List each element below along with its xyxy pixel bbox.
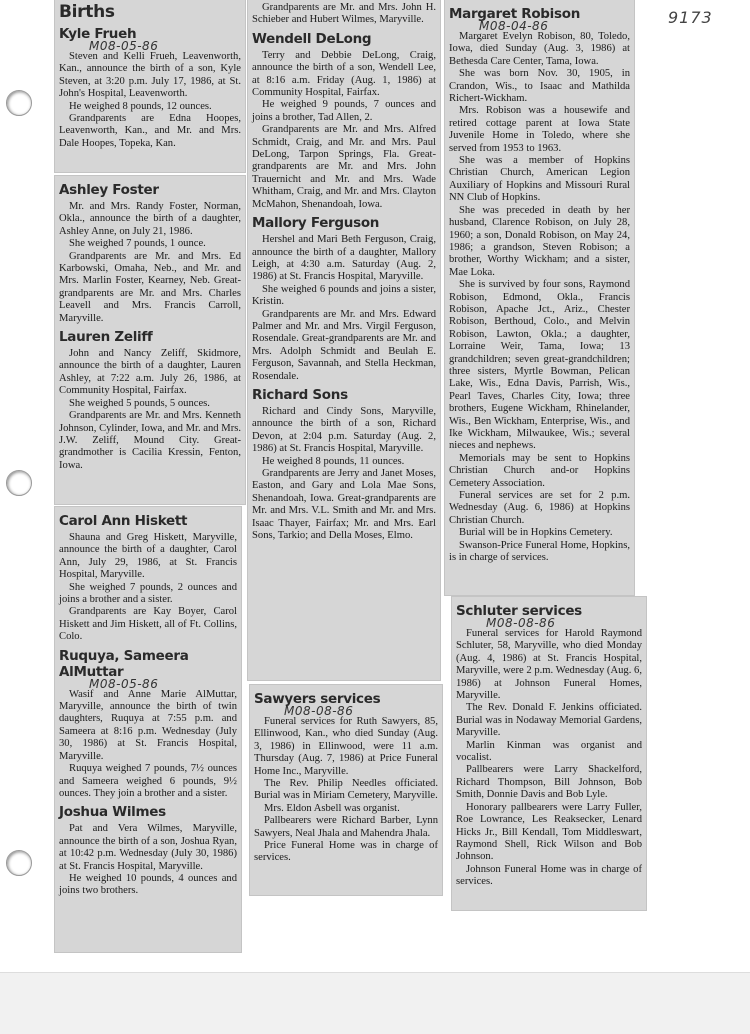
article-paragraph: Memorials may be sent to Hopkins Christian Church and-or Hopkins Cemetery Association.	[449, 452, 630, 489]
article-paragraph: Swanson-Price Funeral Home, Hopkins, is in charge of services.	[449, 539, 630, 564]
article-paragraph: Funeral services for Harold Raymond Schluter, 58, Maryville, who died Monday (Aug. 4, 1986) at St. Francis Hospital, Maryville, were 2 p.m. Wednesday (Aug. 6, 1986) at Johnson Funeral Homes, Maryville.	[456, 628, 642, 702]
article-paragraph: Johnson Funeral Home was in charge of services.	[456, 863, 642, 888]
article-paragraph: Pallbearers were Larry Shackelford, Richard Thompson, Bill Johnson, Bob Smith, Donnie Davis and Bob Lyle.	[456, 764, 642, 801]
article-heading: Margaret Robison	[449, 6, 581, 22]
clipping-births-top	[55, 0, 245, 172]
article-heading: Mallory Ferguson	[252, 215, 380, 232]
clipping-robison	[445, 0, 634, 595]
article	[456, 603, 642, 889]
article	[59, 329, 241, 472]
article-paragraph: She weighed 5 pounds, 5 ounces.	[69, 397, 210, 409]
article-paragraph: John and Nancy Zeliff, Skidmore, announce the birth of a daughter, Lauren Ashley, at 7:22 a.m. July 26, 1986, at Community Hospital, Fairfax.	[59, 348, 241, 397]
article-paragraph: Pat and Vera Wilmes, Maryville, announce the birth of a son, Joshua Ryan, at 10:42 p.m. Wednesday (July 30, 1986) at St. Francis Hospital, Maryville.	[59, 823, 237, 872]
scan-edge	[0, 972, 750, 1034]
article-paragraph: Margaret Evelyn Robison, 80, Toledo, Iowa, died Sunday (Aug. 3, 1986) at Bethesda Care Center, Tama, Iowa.	[449, 31, 630, 67]
article-paragraph: She weighed 7 pounds, 2 ounces and joins a brother and a sister.	[59, 581, 237, 606]
article	[59, 648, 237, 801]
article-paragraph: Mrs. Eldon Asbell was organist.	[264, 802, 400, 814]
article-paragraph: Funeral services are set for 2 p.m. Wednesday (Aug. 6, 1986) at Hopkins Christian Church.	[449, 490, 630, 526]
article-paragraph: He weighed 8 pounds, 12 ounces.	[69, 100, 212, 112]
article-paragraph: She was a member of Hopkins Christian Church, American Legion Auxiliary of Hopkins and Missouri Rural NN Club of Hopkins.	[449, 155, 630, 204]
article-paragraph: Mrs. Robison was a housewife and retired cottage parent at Iowa State Juvenile Home in Toledo, where she served from 1953 to 1963.	[449, 105, 630, 154]
article-heading: Kyle Frueh	[59, 26, 137, 42]
handwritten-date-note: M08-04-86	[479, 19, 549, 33]
article-paragraph: He weighed 10 pounds, 4 ounces and joins two brothers.	[59, 872, 237, 897]
article-paragraph: Grandparents are Mr. and Mrs. Edward Palmer and Mr. and Mrs. Virgil Ferguson, Rosendale. Great-grandparents are Mr. and Mrs. Adolph Schmidt and Beulah E. Ferguson, Savannah, and Stella Heckman, Rosendale.	[252, 308, 436, 382]
article-paragraph: Wasif and Anne Marie AlMuttar, Maryville, announce the birth of twin daughters, Ruquya at 7:55 p.m. and Sameera at 8:16 p.m. Wednesday (July 30, 1986) at St. Francis Hospital, Maryville.	[59, 688, 237, 762]
article-heading: Joshua Wilmes	[59, 804, 166, 821]
article-paragraph: Burial will be in Hopkins Cemetery.	[459, 527, 613, 539]
article-paragraph: Shauna and Greg Hiskett, Maryville, announce the birth of a daughter, Carol Ann, July 29, 1986, at St. Francis Hospital, Maryville.	[59, 532, 237, 581]
article-paragraph: Ruquya weighed 7 pounds, 7½ ounces and Sameera weighed 6 pounds, 9½ ounces. They join a brother and a sister.	[59, 763, 237, 799]
article	[59, 513, 237, 644]
handwritten-date-note: M08-08-86	[486, 616, 556, 630]
article-paragraph: Grandparents are Jerry and Janet Moses, Easton, and Gary and Lola Mae Sons, Shenandoah, Iowa. Great-grandparents are Mr. and Mrs. V.L. Smith and Mr. and Mrs. Isaac Thayer, Fairfax; Mr. and Mrs. Earl Sons, Tarkio; and Della Moses, Elmo.	[252, 468, 436, 542]
article-paragraph: Terry and Debbie DeLong, Craig, announce the birth of a son, Wendell Lee, at 8:16 a.m. Friday (Aug. 1, 1986) at Community Hospital, Fairfax.	[252, 49, 436, 99]
punch-hole	[6, 850, 32, 876]
punch-hole	[6, 470, 32, 496]
article-paragraph: Grandparents are Edna Hoopes, Leavenworth, Kan., and Mr. and Mrs. Dale Hoopes, Topeka, Kan.	[59, 113, 241, 149]
article-heading: Carol Ann Hiskett	[59, 513, 188, 529]
article-heading: Richard Sons	[252, 386, 348, 403]
article-paragraph: She is survived by four sons, Raymond Robison, Edmond, Okla., Francis Robison, Apache Jct., Ariz., Chester Robison, Berthoud, Colo., and Melvin Robison, Lawton, Okla.; a daughter, Lorraine Weir, Tama, Iowa; 13 grandchildren; seven great-grandchildren; three sisters, Myrtle Bowman, Pelican Lake, Wis., Edna Davis, Parrish, Wis., Pearl Taves, Charles City, Iowa; three brothers, Eugene Wickham, Rhinelander, Wis., Ben Wickham, Enterprise, Wis., and Ike Wickham, Milwaukee, Wis.; several nieces and nephews.	[449, 279, 630, 452]
article-paragraph: Grandparents are Mr. and Mrs. Kenneth Johnson, Cylinder, Iowa, and Mr. and Mrs. J.W. Zeliff, Mound City. Great-grandmother is Cacilia Kressin, Fenton, Iowa.	[59, 410, 241, 471]
article	[449, 6, 630, 564]
article	[59, 182, 241, 325]
article	[252, 31, 436, 211]
article-heading: Wendell DeLong	[252, 30, 372, 47]
article-paragraph: Grandparents are Kay Boyer, Carol Hiskett and Jim Hiskett, all of Ft. Collins, Colo.	[59, 606, 237, 643]
article	[252, 215, 436, 383]
article-paragraph: She was born Nov. 30, 1905, in Crandon, Wis., to Isaac and Mathilda Richert-Wickham.	[449, 68, 630, 105]
article	[252, 387, 436, 542]
article-paragraph: Grandparents are Mr. and Mrs. Ed Karbowski, Omaha, Neb., and Mr. and Mrs. Marlin Foster, Kearney, Neb. Great-grandparents are Mr. and Mrs. Charles Leavell and Mrs. Francis Carroll, Maryville.	[59, 250, 241, 324]
article-heading: Ashley Foster	[59, 182, 159, 198]
handwritten-date-note: M08-08-86	[284, 704, 354, 718]
article-paragraph: Richard and Cindy Sons, Maryville, announce the birth of a son, Richard Devon, at 2:04 p.m. Saturday (Aug. 2, 1986) at St. Francis Hospital, Maryville.	[252, 405, 436, 455]
article-paragraph: Grandparents are Mr. and Mrs. Alfred Schmidt, Craig, and Mr. and Mrs. Paul DeLong, Tarpon Springs, Fla. Great-grandparents are Mr. and Mrs. John Trauernicht and Mr. and Mrs. Wade Whitham, Craig, and Mr. and Mrs. Clayton McMahon, Shenandoah, Iowa.	[252, 124, 436, 210]
article-paragraph: Price Funeral Home was in charge of services.	[254, 840, 438, 864]
article-heading: Lauren Zeliff	[59, 329, 153, 346]
article-paragraph: She was preceded in death by her husband, Clarence Robison, on July 28, 1960; a son, Donald Robison, on May 24, 1986; a grandson, Steven Robison; a brother, Worthy Wickham; and a sister, Mae Loka.	[449, 204, 630, 278]
article-paragraph: Marlin Kinman was organist and vocalist.	[456, 739, 642, 764]
article-paragraph: He weighed 9 pounds, 7 ounces and joins a brother, Tad Allen, 2.	[252, 99, 436, 123]
article-heading: Schluter services	[456, 603, 582, 619]
article	[59, 804, 237, 897]
handwritten-date-note: M08-05-86	[89, 39, 159, 53]
article-paragraph: She weighed 7 pounds, 1 ounce.	[69, 238, 206, 250]
clipping-foster-zeliff	[55, 176, 245, 504]
article-heading: Sawyers services	[254, 691, 381, 707]
article-paragraph: Pallbearers were Richard Barber, Lynn Sawyers, Neal Jhala and Mahendra Jhala.	[254, 815, 438, 839]
clipping-sawyers	[250, 685, 442, 895]
punch-hole	[6, 90, 32, 116]
clipping-hiskett-almuttar-wilmes	[55, 507, 241, 952]
article	[59, 26, 241, 150]
article-paragraph: The Rev. Donald F. Jenkins officiated. Burial was in Nodaway Memorial Gardens, Maryville.	[456, 702, 642, 739]
article	[254, 691, 438, 865]
article-paragraph: He weighed 8 pounds, 11 ounces.	[262, 455, 405, 467]
page-number: 9173	[668, 8, 713, 27]
article-paragraph: The Rev. Philip Needles officiated. Burial was in Miriam Cemetery, Maryville.	[254, 778, 438, 802]
section-title: Births	[59, 2, 115, 22]
article-paragraph: Mr. and Mrs. Randy Foster, Norman, Okla., announce the birth of a daughter, Ashley Anne, on July 21, 1986.	[59, 201, 241, 237]
article-paragraph: Steven and Kelli Frueh, Leavenworth, Kan., announce the birth of a son, Kyle Steven, at 3:20 p.m. July 17, 1986, at St. John's Hospital, Leavenworth.	[59, 51, 241, 100]
handwritten-date-note: M08-05-86	[89, 676, 159, 691]
article-paragraph: Honorary pallbearers were Larry Fuller, Roe Lowrance, Les Reaksecker, Lenard Hicks Jr., Bill Kendall, Tom Middleswart, Raymond Shell, Rick Wilson and Bob Johnson.	[456, 801, 642, 863]
clipping-delong-ferguson-sons	[248, 0, 440, 680]
article-heading: Ruquya, Sameera AlMuttar	[59, 647, 189, 680]
article-paragraph: Grandparents are Mr. and Mrs. John H. Schieber and Hubert Wilmes, Maryville.	[252, 2, 436, 26]
article-paragraph: She weighed 6 pounds and joins a sister, Kristin.	[252, 283, 436, 308]
article-paragraph: Hershel and Mari Beth Ferguson, Craig, announce the birth of a daughter, Mallory Leigh, at 4:30 a.m. Saturday (Aug. 2, 1986) at St. Francis Hospital, Maryville.	[252, 234, 436, 283]
article-paragraph: Funeral services for Ruth Sawyers, 85, Ellinwood, Kan., who died Sunday (Aug. 3, 1986) in Ellinwood, were 11 a.m. Thursday (Aug. 7, 1986) at Price Funeral Home Inc., Maryville.	[254, 716, 438, 777]
clipping-schluter	[452, 597, 646, 910]
